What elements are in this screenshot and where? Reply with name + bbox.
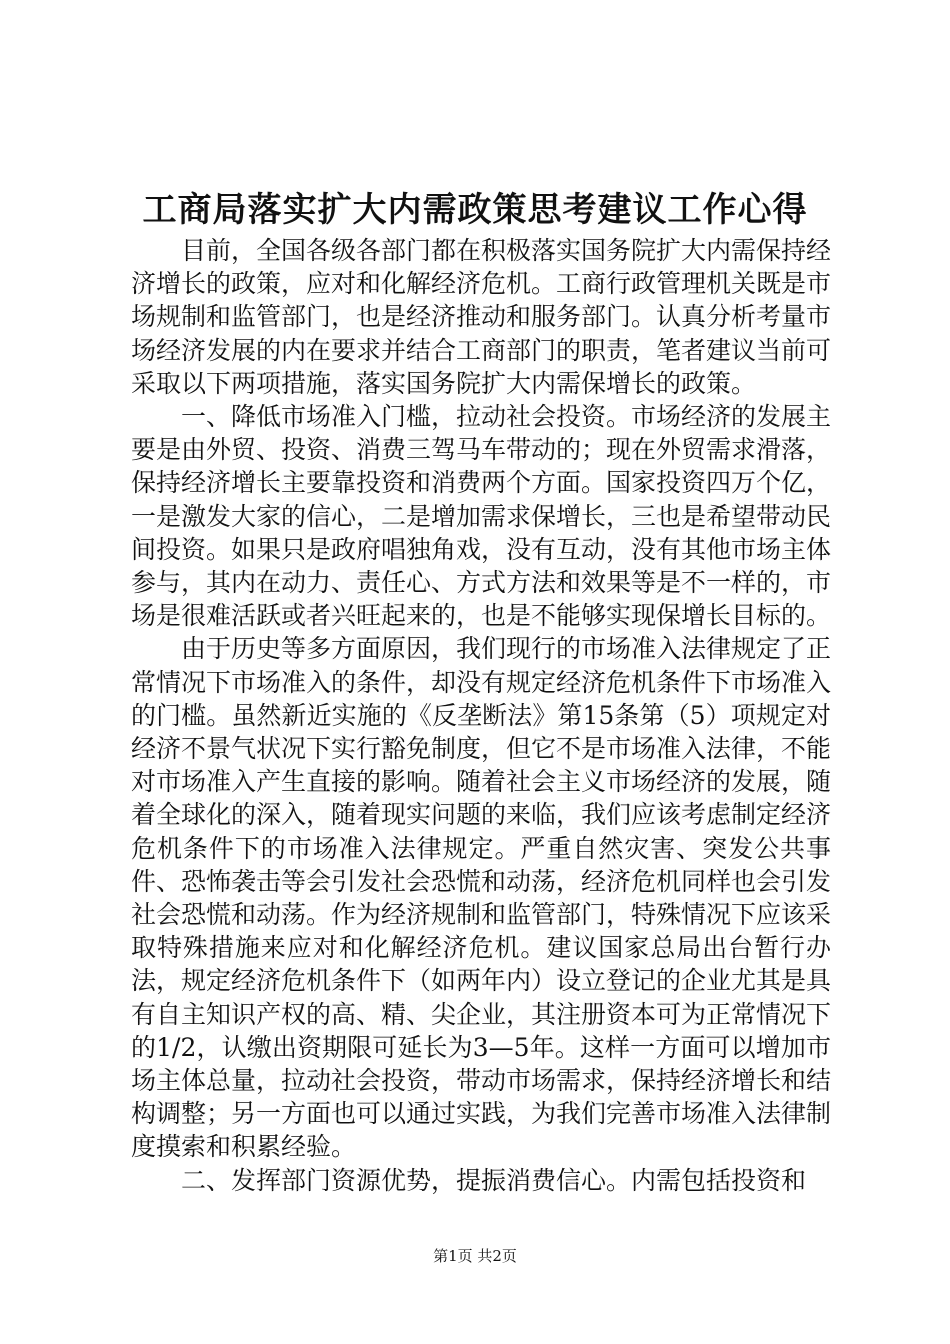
paragraph-intro: 目前，全国各级各部门都在积极落实国务院扩大内需保持经济增长的政策，应对和化解经济危机。工商行政管理机关既是市场规制和监管部门，也是经济推动和服务部门。认真分析考量市场经济发展的内在要求并结合工商部门的职责，笔者建议当前可采取以下两项措施，落实国务院扩大内需保增长的政策。 [131,236,832,398]
paragraph-section-one: 一、降低市场准入门槛，拉动社会投资。市场经济的发展主要是由外贸、投资、消费三驾马车带动的；现在外贸需求滑落，保持经济增长主要靠投资和消费两个方面。国家投资四万个亿，一是激发大家的信心，二是增加需求保增长，三也是希望带动民间投资。如果只是政府唱独角戏，没有互动，没有其他市场主体参与，其内在动力、责任心、方式方法和效果等是不一样的，市场是很难活跃或者兴旺起来的，也是不能够实现保增长目标的。 [131,402,832,631]
page-footer: 第1页 共2页 [433,1247,517,1265]
document-body [131,234,831,1197]
document-title: 工商局落实扩大内需政策思考建议工作心得 [142,190,808,230]
paragraph-section-two: 二、发挥部门资源优势，提振消费信心。内需包括投资和 [181,1165,807,1195]
paragraph-market-access: 由于历史等多方面原因，我们现行的市场准入法律规定了正常情况下市场准入的条件，却没有规定经济危机条件下市场准入的门槛。虽然新近实施的《反垄断法》第15条第（5）项规定对经济不景气状况下实行豁免制度，但它不是市场准入法律，不能对市场准入产生直接的影响。随着社会主义市场经济的发展，随着全球化的深入，随着现实问题的来临，我们应该考虑制定经济危机条件下的市场准入法律规定。严重自然灾害、突发公共事件、恐怖袭击等会引发社会恐慌和动荡，经济危机同样也会引发社会恐慌和动荡。作为经济规制和监管部门，特殊情况下应该采取特殊措施来应对和化解经济危机。建议国家总局出台暂行办法，规定经济危机条件下（如两年内）设立登记的企业尤其是具有自主知识产权的高、精、尖企业，其注册资本可为正常情况下的1/2，认缴出资期限可延长为3—5年。这样一方面可以增加市场主体总量，拉动社会投资，带动市场需求，保持经济增长和结构调整；另一方面也可以通过实践，为我们完善市场准入法律制度摸索和积累经验。 [131,634,832,1162]
